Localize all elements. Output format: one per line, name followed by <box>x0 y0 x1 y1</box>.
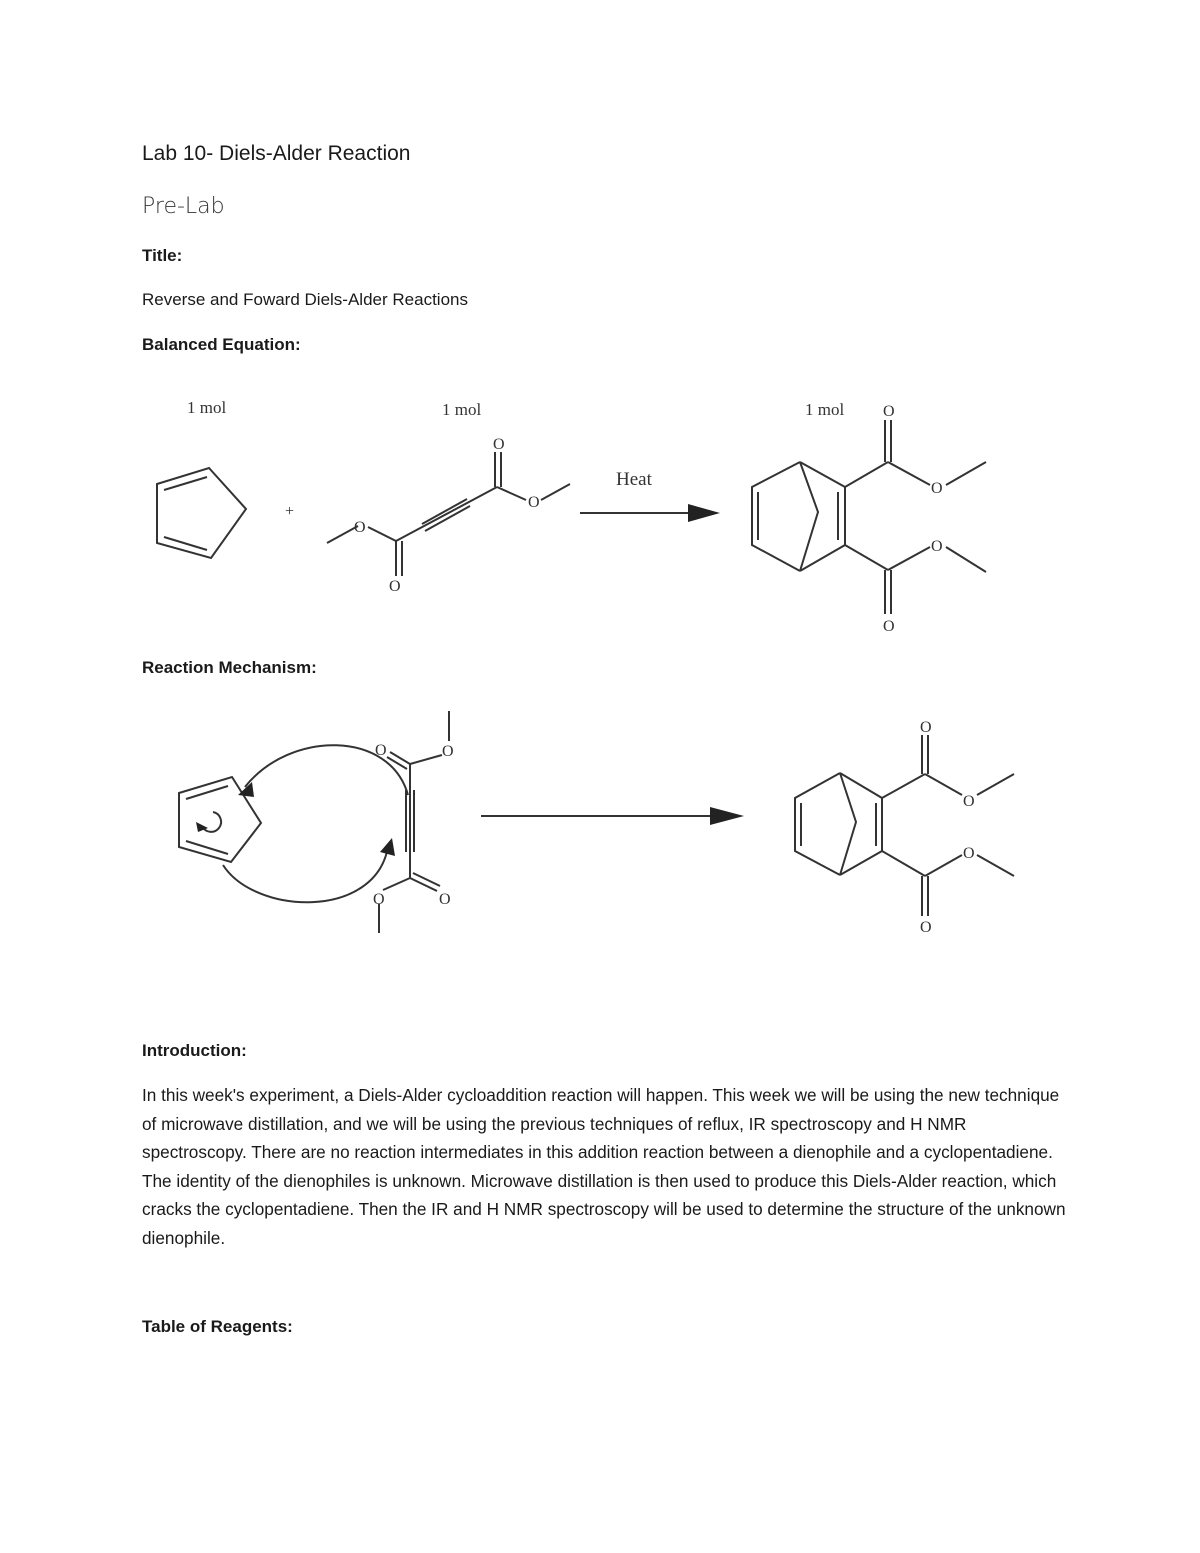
balanced-equation-label: Balanced Equation: <box>142 335 301 354</box>
svg-text:O: O <box>373 891 385 908</box>
plus-sign: + <box>285 503 295 520</box>
mol-label-2: 1 mol <box>442 400 482 419</box>
cyclopentadiene-structure <box>157 468 246 558</box>
mechanism-figure <box>179 711 1014 933</box>
svg-text:O: O <box>931 538 943 555</box>
svg-text:O: O <box>493 436 505 453</box>
document-subtitle: Pre-Lab <box>142 194 225 219</box>
svg-text:O: O <box>375 742 387 759</box>
svg-text:O: O <box>883 618 895 635</box>
electron-arrow-bottom <box>223 847 388 902</box>
introduction-paragraph: In this week's experiment, a Diels-Alder cycloaddition reaction will happen. This week we will be using the new technique of microwave distillation, and we will be using the previous techniques of reflux, IR spectroscopy and H NMR spectroscopy. There are no reaction intermediates in this addition reaction between a dienophile and a cyclopentadiene. The identity of the dienophiles is unknown. Microwave distillation is then used to produce this Diels-Alder reaction, which cracks the cyclopentadiene. Then the IR and H NMR spectroscopy will be used to determine the structure of the unknown dienophile. <box>142 1085 1066 1248</box>
mechanism-product <box>795 735 1014 916</box>
oxygen-labels <box>354 403 943 635</box>
mechanism-arrow-head <box>710 807 744 825</box>
product-structure <box>752 420 986 614</box>
mol-label-1: 1 mol <box>187 398 227 417</box>
heat-label: Heat <box>616 469 652 490</box>
mol-label-3: 1 mol <box>805 400 845 419</box>
electron-arrow-head-bottom <box>380 838 395 856</box>
arrow-head <box>688 504 720 522</box>
svg-text:O: O <box>931 480 943 497</box>
svg-text:O: O <box>528 494 540 511</box>
svg-text:O: O <box>439 891 451 908</box>
svg-text:O: O <box>442 743 454 760</box>
title-value: Reverse and Foward Diels-Alder Reactions <box>142 290 468 309</box>
reaction-mechanism-label: Reaction Mechanism: <box>142 658 317 677</box>
mechanism-oxygen-labels <box>373 719 975 936</box>
table-of-reagents-label: Table of Reagents: <box>142 1317 293 1336</box>
document-title: Lab 10- Diels-Alder Reaction <box>142 142 411 165</box>
svg-text:O: O <box>920 919 932 936</box>
svg-text:O: O <box>354 519 366 536</box>
svg-text:O: O <box>920 719 932 736</box>
svg-text:O: O <box>963 845 975 862</box>
svg-text:O: O <box>963 793 975 810</box>
svg-text:O: O <box>389 578 401 595</box>
title-label: Title: <box>142 246 183 265</box>
svg-text:O: O <box>883 403 895 420</box>
dienophile-structure <box>327 452 570 576</box>
introduction-label: Introduction: <box>142 1041 247 1060</box>
